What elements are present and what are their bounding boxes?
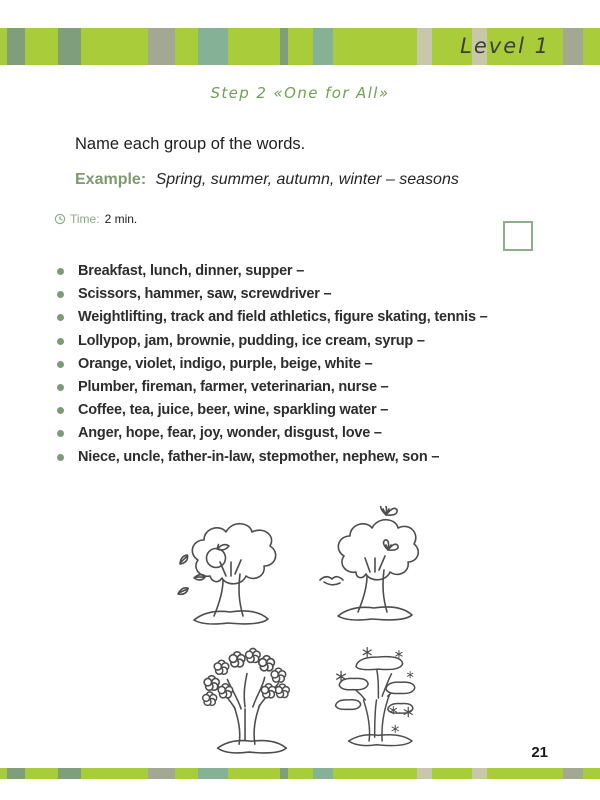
winter-tree-illustration	[328, 644, 426, 754]
stripe-segment	[148, 768, 175, 779]
word-group-item: Anger, hope, fear, joy, wonder, disgust, love –	[50, 425, 585, 442]
stripe-segment	[472, 768, 487, 779]
stripe-segment	[417, 768, 432, 779]
stripe-segment	[175, 28, 198, 65]
word-group-item: Plumber, fireman, farmer, veterinarian, nurse –	[50, 379, 585, 396]
page-number: 21	[531, 744, 548, 761]
stripe-segment	[563, 28, 583, 65]
instruction-text: Name each group of the words.	[75, 135, 306, 153]
word-group-item: Breakfast, lunch, dinner, supper –	[50, 263, 585, 280]
page-title: Step 2 «One for All»	[210, 84, 390, 102]
stripe-segment	[583, 768, 600, 779]
stripe-segment	[417, 28, 432, 65]
stripe-segment	[7, 768, 25, 779]
example-label: Example:	[75, 171, 147, 188]
completion-checkbox[interactable]	[503, 221, 533, 251]
footer-stripe-band	[0, 768, 600, 779]
word-group-item: Lollypop, jam, brownie, pudding, ice cream, syrup –	[50, 333, 585, 350]
example-line	[75, 171, 459, 189]
example-text: Spring, summer, autumn, winter – seasons	[155, 171, 459, 188]
time-label: Time:	[70, 212, 100, 226]
stripe-segment	[280, 28, 288, 65]
autumn-tree-illustration	[168, 512, 290, 630]
word-group-item: Weightlifting, track and field athletics, figure skating, tennis –	[50, 309, 585, 326]
stripe-segment	[228, 28, 280, 65]
stripe-segment	[81, 768, 148, 779]
spring-tree-illustration	[194, 646, 300, 756]
stripe-segment	[0, 768, 7, 779]
word-group-item: Orange, violet, indigo, purple, beige, white –	[50, 356, 585, 373]
stripe-segment	[563, 768, 583, 779]
stripe-segment	[81, 28, 148, 65]
stripe-segment	[198, 768, 228, 779]
stripe-segment	[0, 28, 7, 65]
stripe-segment	[25, 28, 58, 65]
stripe-segment	[7, 28, 25, 65]
stripe-segment	[280, 768, 288, 779]
word-group-item: Niece, uncle, father-in-law, stepmother, nephew, son –	[50, 449, 585, 466]
level-badge: Level 1	[460, 34, 550, 58]
stripe-segment	[583, 28, 600, 65]
stripe-segment	[333, 768, 417, 779]
summer-tree-illustration	[310, 506, 422, 626]
stripe-segment	[288, 28, 313, 65]
time-value: 2 min.	[104, 212, 138, 226]
stripe-segment	[228, 768, 280, 779]
stripe-segment	[58, 28, 81, 65]
stripe-segment	[313, 28, 333, 65]
stripe-segment	[198, 28, 228, 65]
stripe-segment	[313, 768, 333, 779]
stripe-segment	[148, 28, 175, 65]
word-groups-list	[50, 263, 585, 472]
word-group-item: Scissors, hammer, saw, screwdriver –	[50, 286, 585, 303]
stripe-segment	[58, 768, 81, 779]
stripe-segment	[333, 28, 417, 65]
word-group-item: Coffee, tea, juice, beer, wine, sparkling water –	[50, 402, 585, 419]
stripe-segment	[25, 768, 58, 779]
stripe-segment	[288, 768, 313, 779]
stripe-segment	[175, 768, 198, 779]
stripe-segment	[432, 768, 472, 779]
clock-icon	[54, 213, 66, 225]
time-line	[54, 212, 137, 226]
stripe-segment	[487, 768, 563, 779]
